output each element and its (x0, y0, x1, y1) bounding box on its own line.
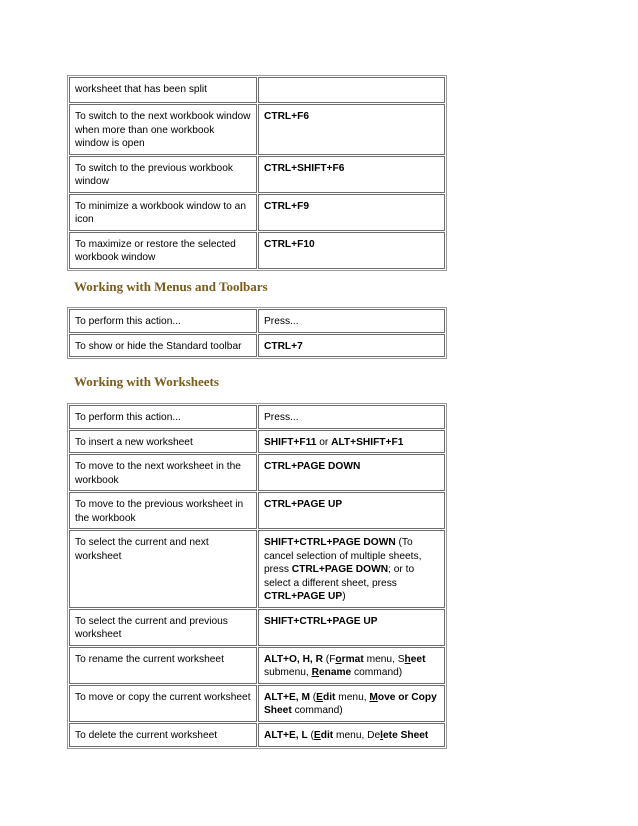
access-key: E (313, 729, 321, 741)
access-key: R (311, 667, 319, 678)
note-text: ( (309, 691, 317, 703)
window-shortcuts-table (67, 75, 447, 271)
note-text: ) (342, 591, 346, 602)
note-text: menu, S (363, 653, 405, 665)
table-row (69, 609, 445, 646)
table-row (69, 156, 445, 193)
action-cell: To switch to the next workbook window when more than one workbook window is open (69, 104, 257, 155)
action-cell: To show or hide the Standard toolbar (69, 334, 257, 358)
keys-cell (258, 723, 445, 747)
section-heading-worksheets: Working with Worksheets (74, 374, 219, 389)
keys-cell: CTRL+F6 (258, 104, 445, 155)
shortcut-key: ALT+E, L (264, 729, 308, 741)
action-cell: To rename the current worksheet (69, 647, 257, 684)
shortcut-or: or (316, 436, 332, 448)
shortcut-key: CTRL+PAGE UP (264, 591, 343, 602)
menu-name: ename (318, 667, 352, 678)
note-text: command) (291, 705, 343, 716)
action-cell: To move to the previous worksheet in the workbook (69, 492, 257, 529)
shortcut-key: ALT+SHIFT+F1 (331, 436, 404, 448)
access-key: o (335, 653, 342, 665)
table-row (69, 723, 445, 747)
table-row (69, 77, 445, 103)
table-row (69, 194, 445, 231)
keys-cell: CTRL+F9 (258, 194, 445, 231)
action-cell: To select the current and previous worksheet (69, 609, 257, 646)
action-cell: To move or copy the current worksheet (69, 685, 257, 722)
note-text: (To cancel selection of multiple sheets, press (264, 537, 422, 575)
keys-cell (258, 77, 445, 103)
keys-cell: CTRL+7 (258, 334, 445, 358)
action-cell: To switch to the previous workbook window (69, 156, 257, 193)
action-cell: To delete the current worksheet (69, 723, 257, 747)
keys-cell: CTRL+F10 (258, 232, 445, 269)
note-text: menu, (335, 691, 370, 703)
shortcut-key: SHIFT+CTRL+PAGE DOWN (264, 537, 396, 548)
note-text: ( (307, 729, 314, 741)
note-text: menu, De (333, 729, 381, 741)
keys-cell: CTRL+PAGE UP (258, 492, 445, 529)
table-header-row (69, 309, 445, 333)
keys-cell: CTRL+PAGE DOWN (258, 454, 445, 491)
menu-name: rmat (341, 653, 364, 665)
table-header-row (69, 405, 445, 429)
access-key: M (369, 691, 378, 703)
note-text: (F (322, 653, 336, 665)
table-row (69, 430, 445, 454)
shortcut-key: ALT+E, M (264, 691, 310, 703)
table-row (69, 647, 445, 684)
keys-cell: CTRL+SHIFT+F6 (258, 156, 445, 193)
shortcut-key: ALT+O, H, R (264, 653, 323, 665)
column-header-action: To perform this action... (69, 309, 257, 333)
action-cell: To insert a new worksheet (69, 430, 257, 454)
table-row (69, 232, 445, 269)
keys-cell (258, 685, 445, 722)
keys-cell (258, 530, 445, 608)
note-text: submenu, (264, 667, 312, 678)
menu-name: ete Sheet (383, 729, 429, 741)
table-row (69, 104, 445, 155)
shortcut-key: SHIFT+F11 (264, 436, 317, 448)
table-row (69, 454, 445, 491)
action-cell: To move to the next worksheet in the workbook (69, 454, 257, 491)
access-key: h (404, 653, 411, 665)
action-cell: To select the current and next worksheet (69, 530, 257, 608)
table-row (69, 334, 445, 358)
section-heading-menus: Working with Menus and Toolbars (74, 279, 268, 294)
action-cell: worksheet that has been split (69, 77, 257, 103)
table-row (69, 685, 445, 722)
note-text: command) (351, 667, 403, 678)
column-header-keys: Press... (258, 309, 445, 333)
menu-name: dit (320, 729, 334, 741)
note-text: ; or to select a different sheet, press (264, 564, 415, 589)
menus-toolbars-table (67, 307, 447, 359)
menu-name: ove or Copy Sheet (264, 691, 437, 716)
keys-cell (258, 430, 445, 454)
table-row (69, 530, 445, 608)
access-key: l (380, 729, 384, 741)
menu-name: dit (322, 691, 336, 703)
column-header-keys: Press... (258, 405, 445, 429)
keys-cell: SHIFT+CTRL+PAGE UP (258, 609, 445, 646)
keys-cell (258, 647, 445, 684)
shortcut-key: CTRL+PAGE DOWN (291, 564, 389, 575)
menu-name: eet (410, 653, 426, 665)
column-header-action: To perform this action... (69, 405, 257, 429)
worksheets-table (67, 403, 447, 749)
access-key: E (316, 691, 323, 703)
action-cell: To minimize a workbook window to an icon (69, 194, 257, 231)
table-row (69, 492, 445, 529)
action-cell: To maximize or restore the selected workbook window (69, 232, 257, 269)
